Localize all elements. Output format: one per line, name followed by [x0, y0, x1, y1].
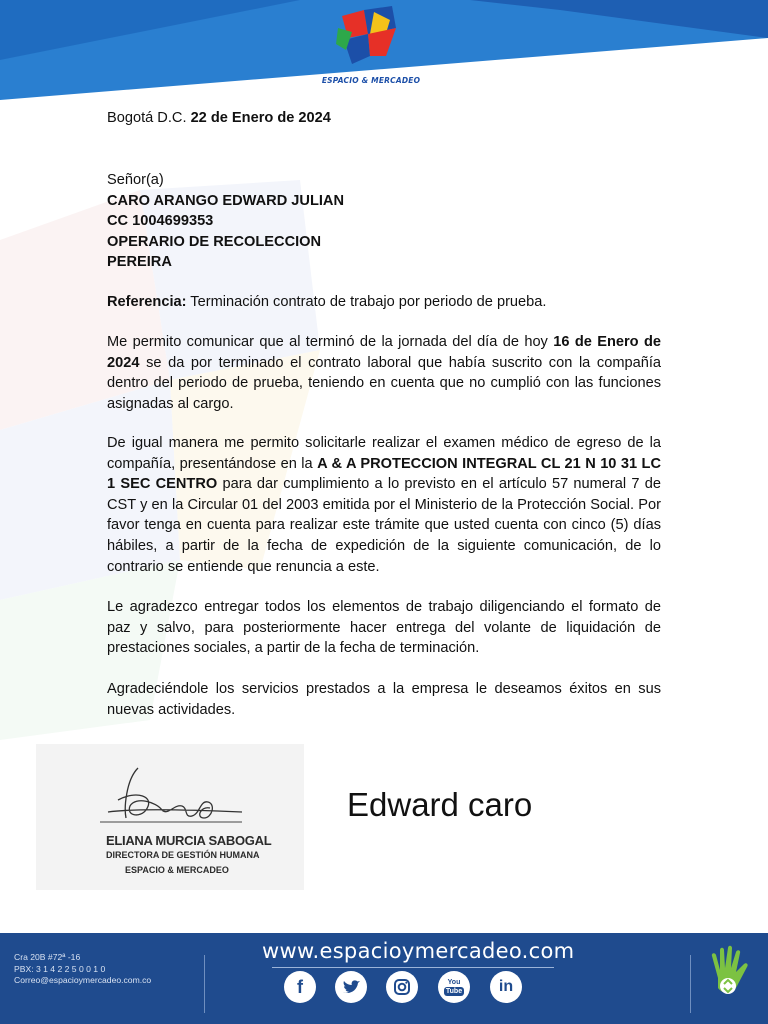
linkedin-icon[interactable]: in	[490, 971, 522, 1003]
instagram-icon[interactable]	[386, 971, 418, 1003]
paragraph-medical-exam: De igual manera me permito solicitarle realizar el examen médico de egreso de la compañía, presentándose en la A & A PROTECCION INTEGRAL CL 21 N 10 31 LC 1 SEC CENTRO para dar cumplimiento a lo previsto en el artículo 57 numeral 7 de CST y en la Circular 01 del 2003 emitida por el Ministerio de la Protección Social. Por favor tenga en cuenta para realizar este trámite que usted cuenta con cinco (5) días hábiles, a partir de la fecha de expedición de la siguiente comunicación, de lo contrario se entiende que renuncia a este.	[107, 435, 661, 575]
recipient-city: PEREIRA	[107, 254, 172, 271]
footer-website-link[interactable]: www.espacioymercadeo.com	[262, 939, 575, 963]
reference-line	[107, 292, 661, 313]
termination-date: 16 de Enero de 2024	[107, 334, 661, 371]
signer-company: ESPACIO & MERCADEO	[125, 865, 229, 875]
signer-name: ELIANA MURCIA SABOGAL	[106, 833, 272, 848]
exam-location: A & A PROTECCION INTEGRAL CL 21 N 10 31 LC 1 SEC CENTRO	[107, 455, 661, 493]
recycle-hand-icon	[704, 944, 756, 1008]
logo-mark-icon	[334, 6, 404, 72]
letter-date: 22 de Enero de 2024	[190, 110, 331, 126]
footer-divider-right	[690, 955, 691, 1013]
letter-dateline	[107, 108, 661, 129]
recipient-block	[107, 170, 661, 273]
footer-address: Cra 20B #72ª -16	[14, 952, 81, 962]
paragraph-termination: Me permito comunicar que al terminó de la jornada del día de hoy 16 de Enero de 2024 se da por terminado el contrato laboral que había suscrito con la compañía dentro del periodo de prueba, teniendo en cuenta que no cumplió con las funciones asignadas al cargo.	[107, 334, 661, 412]
reference-text: Terminación contrato de trabajo por periodo de prueba.	[190, 294, 547, 310]
signer-role: DIRECTORA DE GESTIÓN HUMANA	[106, 850, 260, 860]
paragraph-thanks: Agradeciéndole los servicios prestados a la empresa le deseamos éxitos en sus nuevas actividades.	[107, 681, 661, 718]
footer-pbx: PBX: 3 1 4 2 2 5 0 0 1 0	[14, 963, 106, 974]
handwritten-signature	[96, 760, 246, 832]
youtube-icon[interactable]: You Tube	[438, 971, 470, 1003]
recipient-name: CARO ARANGO EDWARD JULIAN	[107, 192, 345, 209]
recipient-id: CC 1004699353	[107, 213, 214, 230]
city: Bogotá D.C.	[107, 110, 187, 126]
facebook-icon[interactable]: f	[284, 971, 316, 1003]
footer-divider	[204, 955, 205, 1013]
handwritten-acceptance: Edward caro	[347, 786, 533, 823]
paragraph-paz-y-salvo: Le agradezco entregar todos los elementos de trabajo diligenciando el formato de paz y salvo, para posteriormente hacer entrega del volante de liquidación de prestaciones sociales, a partir de la fecha de terminación.	[107, 599, 661, 657]
salutation: Señor(a)	[107, 172, 164, 188]
footer-email[interactable]: Correo@espacioymercadeo.com.co	[14, 975, 152, 986]
recipient-role: OPERARIO DE RECOLECCION	[107, 233, 322, 250]
reference-label: Referencia:	[107, 294, 187, 310]
company-logo	[334, 6, 404, 72]
footer-underline	[272, 967, 554, 968]
logo-text: ESPACIO & MERCADEO	[321, 76, 421, 85]
footer-contact	[14, 952, 151, 987]
twitter-icon[interactable]	[335, 971, 367, 1003]
